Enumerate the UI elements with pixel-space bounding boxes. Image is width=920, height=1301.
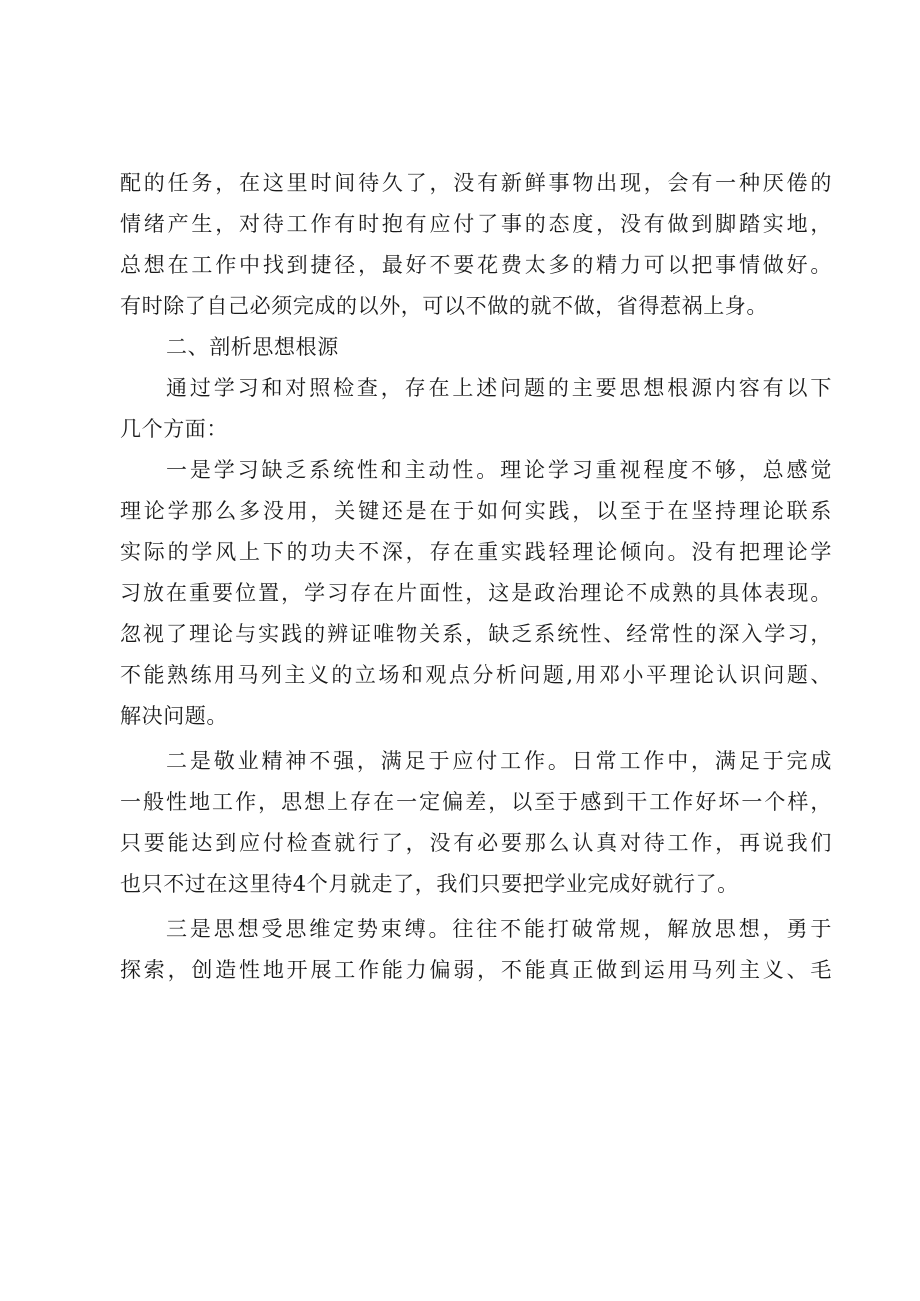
text-line: 配的任务，在这里时间待久了，没有新鲜事物出现，会有一种厌倦的 (120, 171, 832, 195)
text-line: 通过学习和对照检查，存在上述问题的主要思想根源内容有以下 (166, 376, 832, 400)
paragraph-point-two (120, 741, 832, 905)
text-line: 理论学那么多没用，关键还是在于如何实践，以至于在坚持理论联系 (120, 499, 832, 523)
text-line: 只要能达到应付检查就行了，没有必要那么认真对待工作，再说我们 (120, 831, 832, 855)
text-line: 习放在重要位置，学习存在片面性，这是政治理论不成熟的具体表现。 (120, 581, 832, 605)
text-line: 实际的学风上下的功夫不深，存在重实践轻理论倾向。没有把理论学 (120, 540, 832, 564)
text-line: 一是学习缺乏系统性和主动性。理论学习重视程度不够，总感觉 (166, 458, 832, 482)
paragraph-point-three (120, 909, 832, 991)
text-line: 总想在工作中找到捷径，最好不要花费太多的精力可以把事情做好。 (120, 253, 832, 277)
text-line: 解决问题。 (120, 704, 228, 728)
text-line: 二是敬业精神不强，满足于应付工作。日常工作中，满足于完成 (166, 749, 832, 773)
paragraph-intro (120, 368, 832, 450)
text-line: 情绪产生，对待工作有时抱有应付了事的态度，没有做到脚踏实地， (120, 212, 832, 236)
text-line: 有时除了自己必须完成的以外，可以不做的就不做，省得惹祸上身。 (120, 294, 768, 318)
text-line: 一般性地工作，思想上存在一定偏差，以至于感到干工作好坏一个样， (120, 790, 832, 814)
text-line: 忽视了理论与实践的辨证唯物关系，缺乏系统性、经常性的深入学习， (120, 622, 832, 646)
text-line: 不能熟练用马列主义的立场和观点分析问题,用邓小平理论认识问题、 (120, 663, 832, 687)
paragraph-continuation (120, 163, 832, 327)
document-body (120, 163, 832, 991)
text-line: 探索，创造性地开展工作能力偏弱，不能真正做到运用马列主义、毛 (120, 958, 832, 982)
text-line: 三是思想受思维定势束缚。往往不能打破常规，解放思想，勇于 (166, 917, 832, 941)
section-heading-text: 二、剖析思想根源 (166, 335, 339, 359)
text-line: 几个方面： (120, 417, 228, 441)
text-line: 也只不过在这里待4个月就走了，我们只要把学业完成好就行了。 (120, 872, 739, 896)
section-heading (120, 327, 832, 368)
paragraph-point-one (120, 450, 832, 737)
